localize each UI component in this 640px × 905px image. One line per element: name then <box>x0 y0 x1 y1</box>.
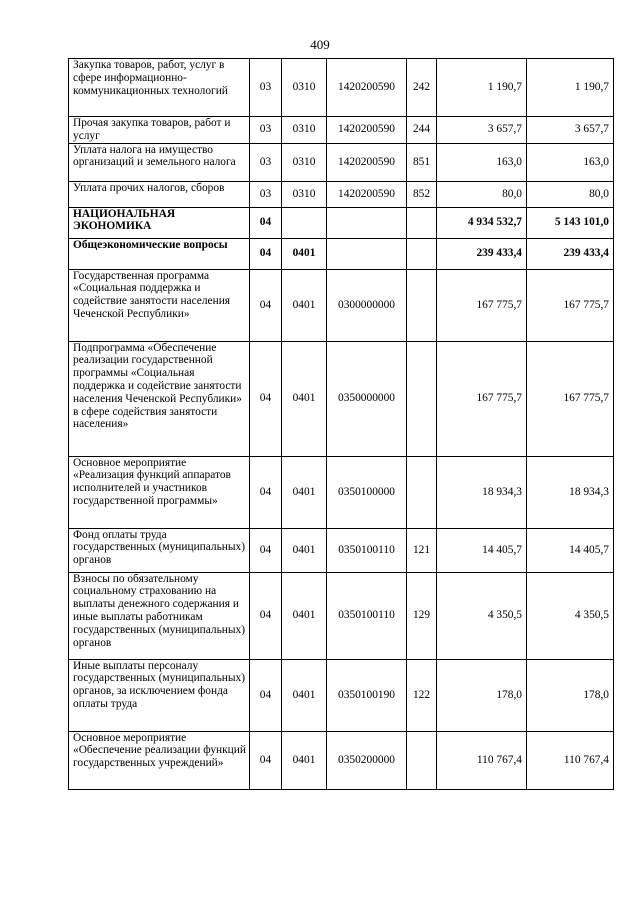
table-row <box>69 238 614 269</box>
cell-expense-type <box>407 269 437 341</box>
cell-name: НАЦИОНАЛЬНАЯ ЭКОНОМИКА <box>69 207 250 238</box>
table-row <box>69 528 614 572</box>
cell-amount-year1: 163,0 <box>437 143 527 181</box>
cell-section: 04 <box>250 659 282 731</box>
cell-name: Уплата налога на имущество организаций и земельного налога <box>69 143 250 181</box>
cell-name: Государственная программа «Социальная поддержка и содействие занятости населения Чеченской Республики» <box>69 269 250 341</box>
cell-amount-year1: 14 405,7 <box>437 528 527 572</box>
table-row <box>69 207 614 238</box>
cell-expense-type <box>407 731 437 789</box>
cell-expense-type <box>407 341 437 456</box>
cell-name: Взносы по обязательному социальному страхованию на выплаты денежного содержания и иные выплаты работникам государственных (муниципальных) органов <box>69 572 250 659</box>
table-row <box>69 269 614 341</box>
cell-amount-year1: 80,0 <box>437 181 527 207</box>
cell-name: Иные выплаты персоналу государственных (муниципальных) органов, за исключением фонда оплаты труда <box>69 659 250 731</box>
cell-section: 03 <box>250 181 282 207</box>
cell-amount-year2: 1 190,7 <box>527 59 614 117</box>
table-row <box>69 731 614 789</box>
cell-amount-year2: 14 405,7 <box>527 528 614 572</box>
cell-section: 04 <box>250 731 282 789</box>
cell-target-article: 0350100110 <box>327 572 407 659</box>
cell-section: 04 <box>250 456 282 528</box>
cell-amount-year1: 239 433,4 <box>437 238 527 269</box>
cell-amount-year1: 110 767,4 <box>437 731 527 789</box>
cell-expense-type: 129 <box>407 572 437 659</box>
budget-table <box>68 58 614 790</box>
cell-amount-year1: 3 657,7 <box>437 117 527 144</box>
table-row <box>69 181 614 207</box>
cell-name: Уплата прочих налогов, сборов <box>69 181 250 207</box>
cell-target-article: 0350200000 <box>327 731 407 789</box>
cell-expense-type <box>407 456 437 528</box>
cell-section: 04 <box>250 572 282 659</box>
table-row <box>69 341 614 456</box>
cell-amount-year2: 80,0 <box>527 181 614 207</box>
cell-name: Основное мероприятие «Реализация функций аппаратов исполнителей и участников государственной программы» <box>69 456 250 528</box>
cell-target-article: 0350000000 <box>327 341 407 456</box>
cell-amount-year1: 18 934,3 <box>437 456 527 528</box>
cell-section: 04 <box>250 269 282 341</box>
cell-expense-type: 242 <box>407 59 437 117</box>
cell-amount-year2: 3 657,7 <box>527 117 614 144</box>
cell-amount-year1: 178,0 <box>437 659 527 731</box>
page-number: 409 <box>310 37 330 52</box>
cell-target-article: 1420200590 <box>327 181 407 207</box>
cell-subsection: 0401 <box>282 238 327 269</box>
cell-expense-type: 244 <box>407 117 437 144</box>
cell-target-article: 1420200590 <box>327 59 407 117</box>
cell-expense-type: 122 <box>407 659 437 731</box>
cell-subsection: 0401 <box>282 528 327 572</box>
cell-amount-year2: 18 934,3 <box>527 456 614 528</box>
cell-amount-year2: 5 143 101,0 <box>527 207 614 238</box>
cell-expense-type: 121 <box>407 528 437 572</box>
cell-section: 04 <box>250 207 282 238</box>
cell-expense-type <box>407 238 437 269</box>
cell-subsection: 0310 <box>282 59 327 117</box>
cell-section: 04 <box>250 238 282 269</box>
cell-name: Прочая закупка товаров, работ и услуг <box>69 117 250 144</box>
cell-target-article: 1420200590 <box>327 117 407 144</box>
table-row <box>69 659 614 731</box>
cell-amount-year1: 4 350,5 <box>437 572 527 659</box>
cell-target-article: 0350100000 <box>327 456 407 528</box>
cell-subsection: 0401 <box>282 659 327 731</box>
budget-table-body <box>69 59 614 790</box>
cell-amount-year1: 4 934 532,7 <box>437 207 527 238</box>
cell-target-article: 0300000000 <box>327 269 407 341</box>
cell-subsection: 0310 <box>282 181 327 207</box>
table-row <box>69 117 614 144</box>
cell-amount-year2: 239 433,4 <box>527 238 614 269</box>
cell-name: Общеэкономические вопросы <box>69 238 250 269</box>
cell-subsection: 0310 <box>282 117 327 144</box>
cell-subsection: 0310 <box>282 143 327 181</box>
cell-target-article: 0350100110 <box>327 528 407 572</box>
cell-expense-type <box>407 207 437 238</box>
cell-name: Фонд оплаты труда государственных (муниципальных) органов <box>69 528 250 572</box>
cell-section: 03 <box>250 143 282 181</box>
cell-section: 04 <box>250 341 282 456</box>
cell-amount-year2: 178,0 <box>527 659 614 731</box>
cell-section: 03 <box>250 117 282 144</box>
cell-expense-type: 851 <box>407 143 437 181</box>
cell-amount-year1: 167 775,7 <box>437 341 527 456</box>
table-row <box>69 572 614 659</box>
cell-section: 04 <box>250 528 282 572</box>
cell-amount-year2: 163,0 <box>527 143 614 181</box>
cell-expense-type: 852 <box>407 181 437 207</box>
table-row <box>69 456 614 528</box>
cell-name: Подпрограмма «Обеспечение реализации государственной программы «Социальная поддержка и содействие занятости населения Чеченской Республики» в сфере содействия занятости населения» <box>69 341 250 456</box>
cell-target-article: 1420200590 <box>327 143 407 181</box>
cell-name: Закупка товаров, работ, услуг в сфере информационно-коммуникационных технологий <box>69 59 250 117</box>
cell-subsection: 0401 <box>282 341 327 456</box>
cell-amount-year2: 167 775,7 <box>527 269 614 341</box>
cell-target-article <box>327 207 407 238</box>
cell-amount-year1: 1 190,7 <box>437 59 527 117</box>
cell-subsection: 0401 <box>282 572 327 659</box>
cell-name: Основное мероприятие «Обеспечение реализации функций государственных учреждений» <box>69 731 250 789</box>
cell-target-article: 0350100190 <box>327 659 407 731</box>
cell-subsection: 0401 <box>282 269 327 341</box>
cell-section: 03 <box>250 59 282 117</box>
cell-amount-year1: 167 775,7 <box>437 269 527 341</box>
cell-amount-year2: 110 767,4 <box>527 731 614 789</box>
cell-target-article <box>327 238 407 269</box>
table-row <box>69 143 614 181</box>
cell-amount-year2: 167 775,7 <box>527 341 614 456</box>
table-row <box>69 59 614 117</box>
cell-amount-year2: 4 350,5 <box>527 572 614 659</box>
cell-subsection: 0401 <box>282 456 327 528</box>
cell-subsection <box>282 207 327 238</box>
cell-subsection: 0401 <box>282 731 327 789</box>
